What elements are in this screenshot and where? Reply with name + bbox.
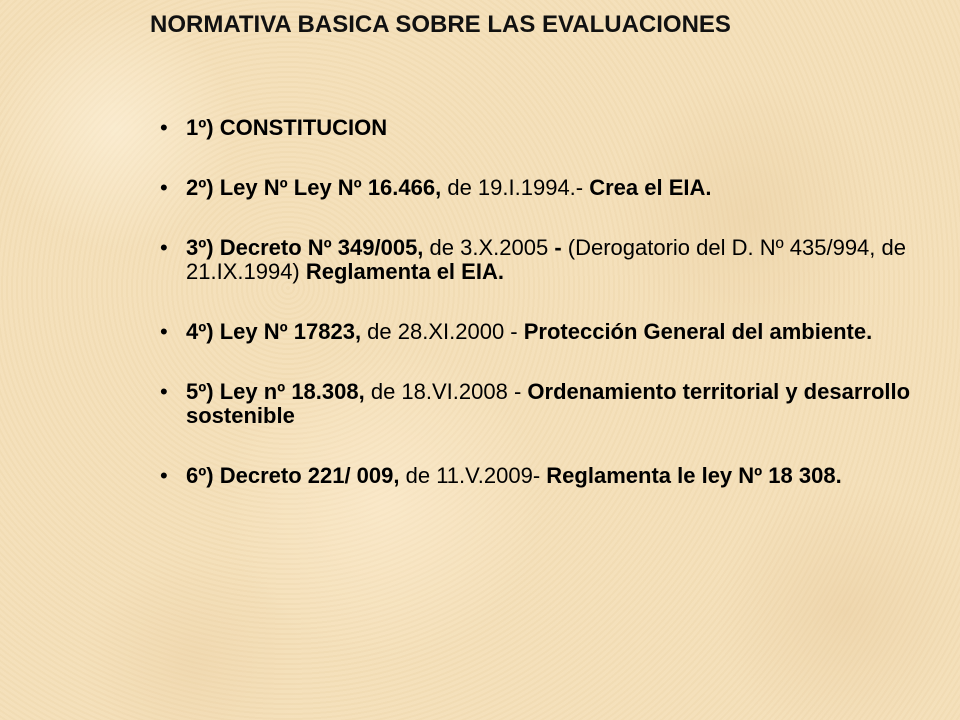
item-subject: Reglamenta le ley Nº 18 308. [546, 463, 842, 488]
item-law: 2º) Ley Nº Ley Nº 16.466, [186, 175, 442, 200]
bullet-icon: • [160, 463, 168, 488]
item-subject: Ordenamiento territorial y desarrollo sostenible [186, 379, 911, 428]
bullet-icon: • [160, 235, 168, 260]
item-date: de 19.I.1994.- [441, 175, 590, 200]
list-item-1 [160, 116, 920, 140]
item-label: 1º) CONSTITUCION [186, 115, 388, 140]
item-law: 5º) Ley nº 18.308, [186, 379, 365, 404]
list-item-3 [160, 236, 920, 284]
item-law: 4º) Ley Nº 17823, [186, 319, 362, 344]
item-law: 3º) Decreto Nº 349/005, [186, 235, 424, 260]
item-law: 6º) Decreto 221/ 009, [186, 463, 400, 488]
list-item-5 [160, 380, 920, 428]
item-note: (Derogatorio del D. Nº 435/994, de 21.IX.1994) [186, 235, 906, 284]
regulation-list [160, 116, 920, 524]
item-date: de 3.X.2005 [423, 235, 555, 260]
item-date: de 28.XI.2000 - [361, 319, 524, 344]
item-subject: Crea el EIA. [589, 175, 712, 200]
item-subject: Protección General del ambiente. [523, 319, 873, 344]
bullet-icon: • [160, 319, 168, 344]
item-subject: Reglamenta el EIA. [305, 259, 504, 284]
bullet-icon: • [160, 379, 168, 404]
list-item-4 [160, 320, 920, 344]
slide-title: NORMATIVA BASICA SOBRE LAS EVALUACIONES [150, 11, 731, 38]
item-dash: - [554, 235, 562, 260]
list-item-6 [160, 464, 920, 488]
bullet-icon: • [160, 175, 168, 200]
item-date: de 11.V.2009- [399, 463, 547, 488]
list-item-2 [160, 176, 920, 200]
bullet-icon: • [160, 115, 168, 140]
item-date: de 18.VI.2008 - [364, 379, 528, 404]
